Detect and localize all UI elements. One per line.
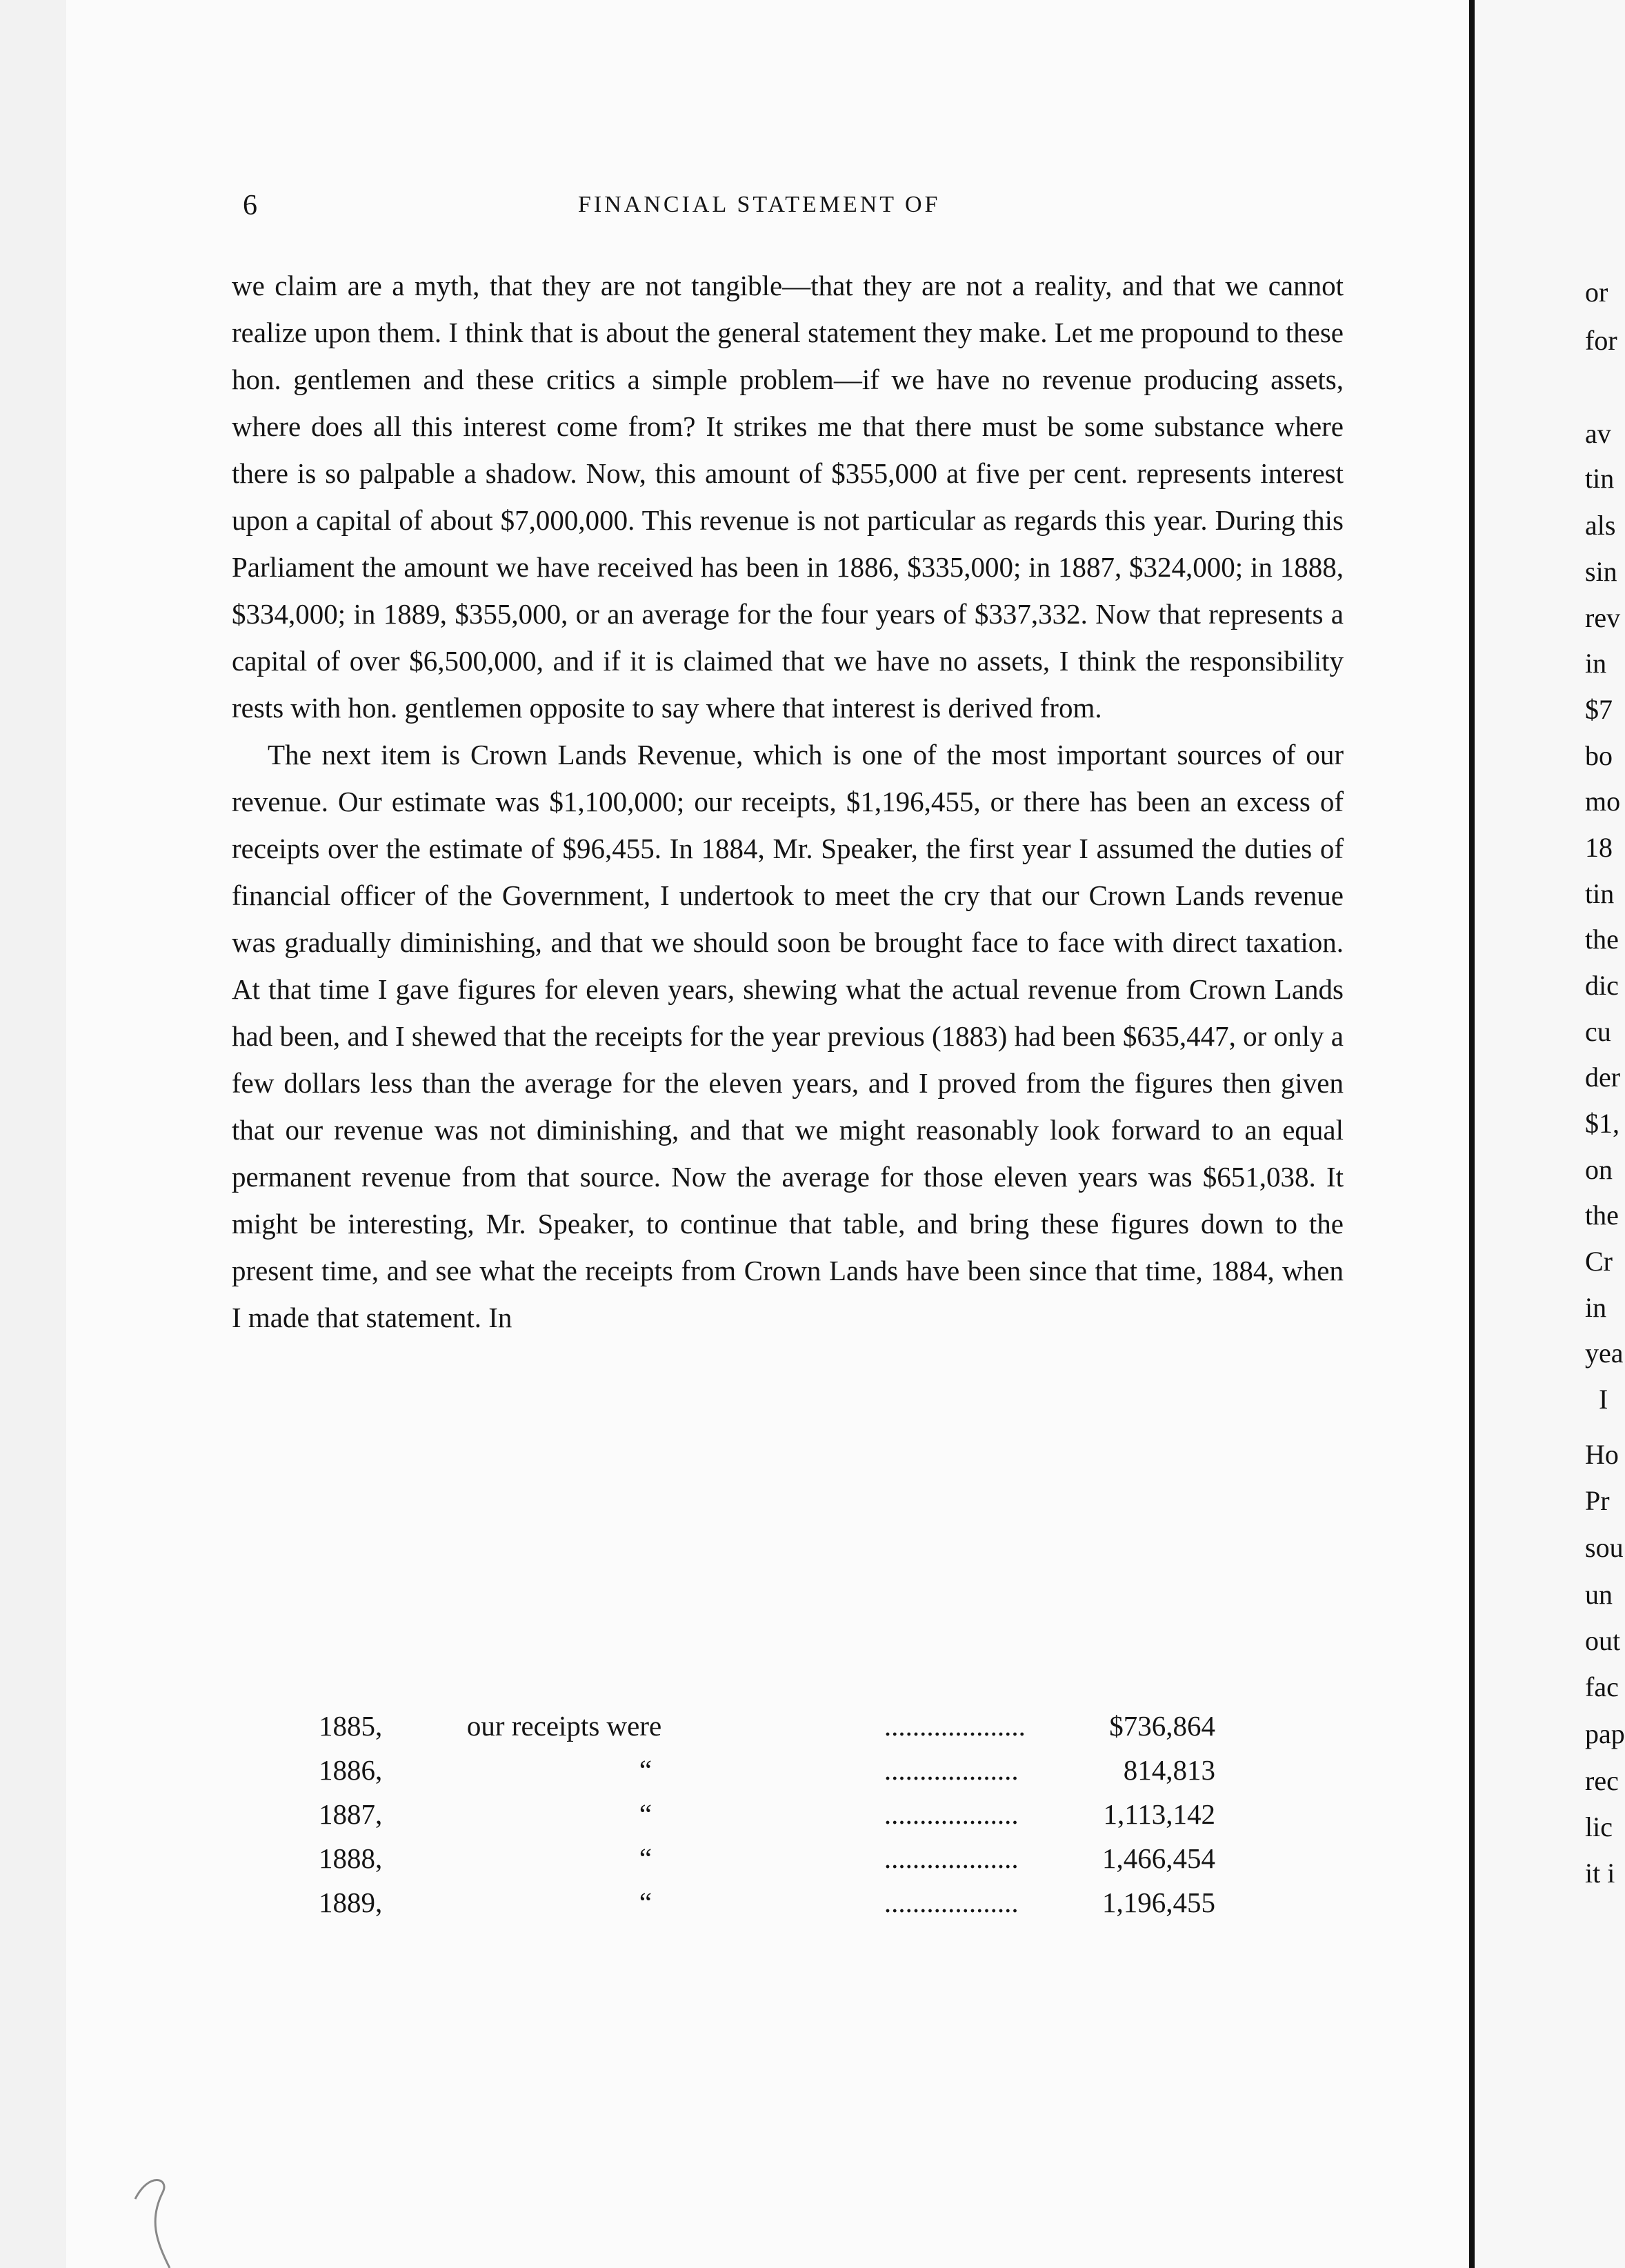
scan-artifact-mark [66, 2102, 204, 2268]
receipts-table [319, 1704, 1215, 1924]
page-gutter [1469, 0, 1475, 2268]
scan-margin [0, 0, 66, 2268]
adjacent-text-fragment: in [1585, 1292, 1607, 1323]
body-text [232, 262, 1344, 1341]
adjacent-text-fragment: the [1585, 1200, 1619, 1231]
adjacent-text-fragment: bo [1585, 740, 1613, 771]
description-cell: “ [639, 1754, 652, 1786]
description-cell: “ [639, 1798, 652, 1830]
adjacent-text-fragment: cu [1585, 1016, 1611, 1047]
adjacent-text-fragment: rev [1585, 602, 1621, 633]
year-cell: 1889, [319, 1887, 383, 1918]
description-cell: our receipts were [466, 1710, 662, 1742]
adjacent-text-fragment: dic [1585, 970, 1619, 1001]
adjacent-text-fragment: out [1585, 1625, 1621, 1656]
adjacent-text-fragment: I [1599, 1384, 1608, 1415]
adjacent-text-fragment: tin [1585, 463, 1615, 494]
adjacent-text-fragment: $1, [1585, 1108, 1619, 1139]
year-cell: 1886, [319, 1754, 383, 1786]
adjacent-text-fragment: sin [1585, 556, 1617, 587]
adjacent-text-fragment: un [1585, 1579, 1613, 1610]
amount-cell: 814,813 [1123, 1754, 1215, 1786]
table-row [319, 1704, 1215, 1748]
adjacent-text-fragment: or [1585, 277, 1608, 308]
year-cell: 1888, [319, 1842, 383, 1874]
adjacent-page [1475, 0, 1625, 2268]
adjacent-text-fragment: lic [1585, 1811, 1613, 1842]
adjacent-text-fragment: mo [1585, 786, 1621, 817]
adjacent-text-fragment: als [1585, 510, 1616, 541]
adjacent-text-fragment: fac [1585, 1671, 1619, 1702]
running-head: FINANCIAL STATEMENT OF [578, 192, 941, 217]
year-cell: 1885, [319, 1710, 383, 1742]
description-cell: “ [639, 1842, 652, 1874]
leader-dots: ................... [884, 1887, 1019, 1918]
adjacent-text-fragment: tin [1585, 878, 1615, 909]
table-row [319, 1880, 1215, 1924]
adjacent-text-fragment: it i [1585, 1858, 1615, 1889]
adjacent-text-fragment: yea [1585, 1337, 1624, 1369]
table-row [319, 1748, 1215, 1792]
adjacent-text-fragment: on [1585, 1154, 1613, 1185]
leader-dots: ................... [884, 1754, 1019, 1786]
paragraph: The next item is Crown Lands Revenue, which is one of the most important sources of our revenue. Our estimate was $1,100,000; our receipts, $1,196,455, or there has been an excess of receipts over the estimate of $96,455. In 1884, Mr. Speaker, the first year I assumed the duties of financial officer of the Government, I undertook to meet the cry that our Crown Lands revenue was gradually diminishing, and that we should soon be brought face to face with direct taxation. At that time I gave figures for eleven years, shewing what the actual revenue from Crown Lands had been, and I shewed that the receipts for the year previous (1883) had been $635,447, or only a few dollars less than the average for the eleven years, and I proved from the figures then given that our revenue was not diminishing, and that we might reasonably look forward to an equal permanent revenue from that source. Now the average for those eleven years was $651,038. It might be interesting, Mr. Speaker, to continue that table, and bring these figures down to the present time, and see what the receipts from Crown Lands have been since that time, 1884, when I made that statement. In [232, 739, 1344, 1333]
amount-cell: 1,466,454 [1102, 1842, 1215, 1874]
adjacent-text-fragment: for [1585, 325, 1617, 356]
adjacent-text-fragment: Ho [1585, 1439, 1619, 1470]
leader-dots: ................... [884, 1798, 1019, 1830]
adjacent-text-fragment: Pr [1585, 1485, 1610, 1516]
adjacent-text-fragment: pap [1585, 1718, 1625, 1749]
adjacent-text-fragment: $7 [1585, 694, 1613, 725]
page-number: 6 [243, 190, 257, 221]
adjacent-text-fragment: the [1585, 924, 1619, 955]
description-cell: “ [639, 1887, 652, 1918]
adjacent-text-fragment: sou [1585, 1532, 1624, 1563]
leader-dots: .................... [884, 1710, 1026, 1742]
table-row [319, 1792, 1215, 1836]
adjacent-text-fragment: in [1585, 648, 1607, 679]
adjacent-text-fragment: rec [1585, 1765, 1619, 1796]
year-cell: 1887, [319, 1798, 383, 1830]
amount-cell: 1,196,455 [1102, 1887, 1215, 1918]
adjacent-text-fragment: av [1585, 418, 1611, 449]
adjacent-text-fragment: Cr [1585, 1246, 1613, 1277]
paragraph: we claim are a myth, that they are not tangible—that they are not a reality, and that we cannot realize upon them. I think that is about the general statement they make. Let me propound to these hon. gentlemen and these critics a simple problem—if we have no revenue producing assets, where does all this interest come from? It strikes me that there must be some substance where there is so palpable a shadow. Now, this amount of $355,000 at five per cent. represents interest upon a capital of about $7,000,000. This revenue is not particular as regards this year. During this Parliament the amount we have received has been in 1886, $335,000; in 1887, $324,000; in 1888, $334,000; in 1889, $355,000, or an average for the four years of $337,332. Now that represents a capital of over $6,500,000, and if it is claimed that we have no assets, I think the responsibility rests with hon. gentlemen opposite to say where that interest is derived from. [232, 270, 1344, 724]
amount-cell: 1,113,142 [1103, 1798, 1215, 1830]
table-row [319, 1836, 1215, 1880]
amount-cell: $736,864 [1109, 1710, 1215, 1742]
leader-dots: ................... [884, 1842, 1019, 1874]
adjacent-text-fragment: der [1585, 1062, 1621, 1093]
adjacent-text-fragment: 18 [1585, 832, 1613, 863]
